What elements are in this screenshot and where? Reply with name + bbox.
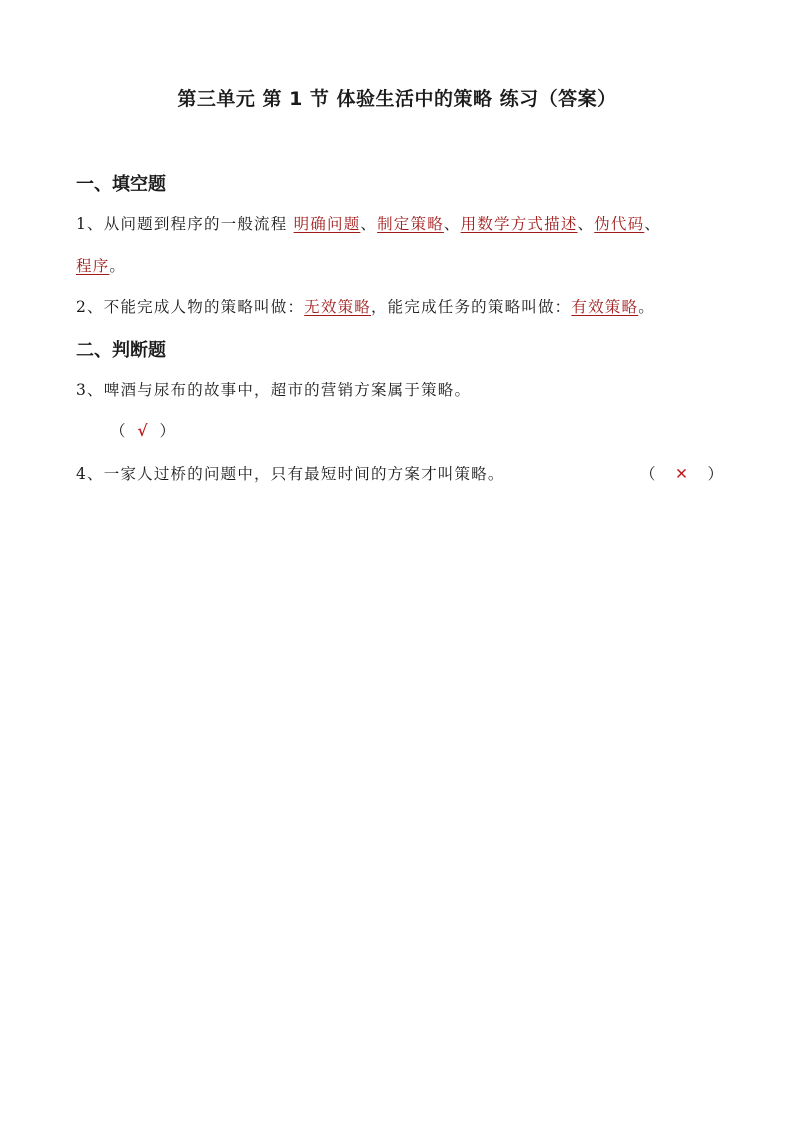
question-2-end: 。 xyxy=(638,298,655,316)
paren-open: （ xyxy=(110,422,126,440)
paren-close: ） xyxy=(159,422,176,440)
answer-1c: 用数学方式描述 xyxy=(460,215,578,233)
question-2 xyxy=(76,295,655,317)
paren-open: （ xyxy=(640,465,656,483)
section-heading-true-false: 二、判断题 xyxy=(76,340,166,361)
question-1-prefix: 1、从问题到程序的一般流程 xyxy=(76,215,294,233)
answer-1b: 制定策略 xyxy=(377,215,444,233)
page-title: 第三单元 第 1 节 体验生活中的策略 练习（答案） xyxy=(177,88,617,110)
answer-1a: 明确问题 xyxy=(293,215,361,233)
question-4: 4、一家人过桥的问题中，只有最短时间的方案才叫策略。 xyxy=(76,465,505,483)
question-3-answer xyxy=(110,419,175,441)
question-2-middle: ，能完成任务的策略叫做： xyxy=(370,298,572,316)
question-1-end: 。 xyxy=(109,257,127,275)
question-1 xyxy=(76,212,661,234)
answer-2b: 有效策略 xyxy=(571,298,639,316)
question-3: 3、啤酒与尿布的故事中，超市的营销方案属于策略。 xyxy=(76,381,472,399)
section-heading-fill-blank: 一、填空题 xyxy=(76,174,166,195)
separator: 、 xyxy=(644,215,662,233)
paren-close: ） xyxy=(707,465,724,483)
answer-1d: 伪代码 xyxy=(594,215,645,233)
separator: 、 xyxy=(443,215,461,233)
question-4-answer xyxy=(640,462,723,484)
answer-1e: 程序 xyxy=(76,257,110,275)
separator: 、 xyxy=(360,215,378,233)
cross-mark-icon: ✕ xyxy=(675,465,689,483)
question-1-continued xyxy=(76,254,126,276)
answer-2a: 无效策略 xyxy=(304,298,371,316)
question-2-prefix: 2、不能完成人物的策略叫做： xyxy=(76,298,305,316)
separator: 、 xyxy=(577,215,595,233)
check-mark-icon: √ xyxy=(137,421,148,440)
